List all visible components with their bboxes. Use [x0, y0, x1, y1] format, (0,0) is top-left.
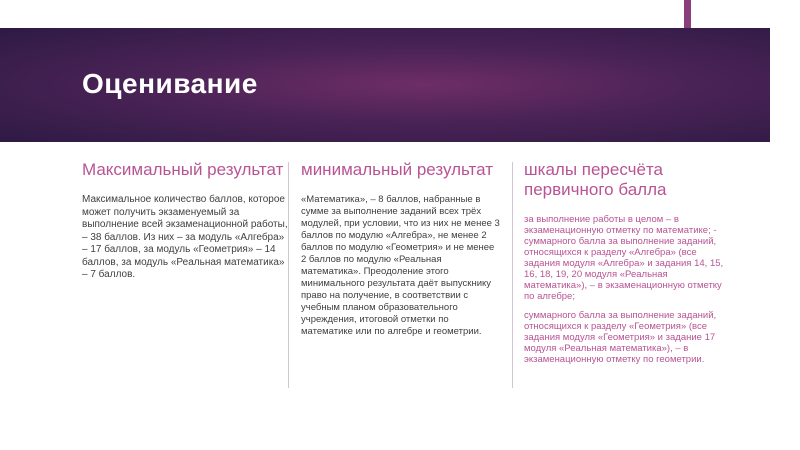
column-heading: шкалы пересчёта первичного балла	[524, 160, 667, 199]
column-min-result	[301, 160, 501, 338]
column-text: суммарного балла за выполнение заданий, относящихся к разделу «Геометрия» (все задания модуля «Геометрия» и задание 17 модуля «Реальная математика»), – в экзаменационную отметку по геометрии.	[524, 310, 717, 365]
column-heading: Максимальный результат	[82, 160, 284, 179]
column-text: «Математика», – 8 баллов, набранные в сумме за выполнение заданий всех трёх модулей, при условии, что из них не менее 3 баллов по модулю «Алгебра», не менее 2 баллов по модулю «Геометрия» и не менее 2 баллов по модулю «Реальная математика». Преодоление этого минимального результата даёт выпускнику право на получение, в соответствии с учебным планом образовательного учреждения, итоговой отметки по математике или по алгебре и геометрии.	[301, 194, 500, 337]
column-text: за выполнение работы в целом – в экзаменационную отметку по математике; - суммарного балла за выполнение заданий, относящихся к разделу «Алгебра» (все задания модуля «Алгебра» и задания 14, 15, 16, 18, 19, 20 модуля «Реальная математика»), – в экзаменационную отметку по алгебре;	[524, 214, 724, 302]
column-divider	[512, 162, 513, 388]
column-score-scales	[524, 160, 724, 373]
corner-accent-bar	[684, 0, 691, 28]
column-heading: минимальный результат	[301, 160, 493, 179]
column-max-result	[82, 160, 292, 282]
slide-title: Оценивание	[82, 68, 258, 99]
column-text: Максимальное количество баллов, которое может получить экзаменуемый за выполнение всей экзаменационной работы, – 38 баллов. Из них – за модуль «Алгебра» – 17 баллов, за модуль «Геометрия» – 14 баллов, за модуль «Реальная математика» – 7 баллов.	[82, 194, 288, 280]
